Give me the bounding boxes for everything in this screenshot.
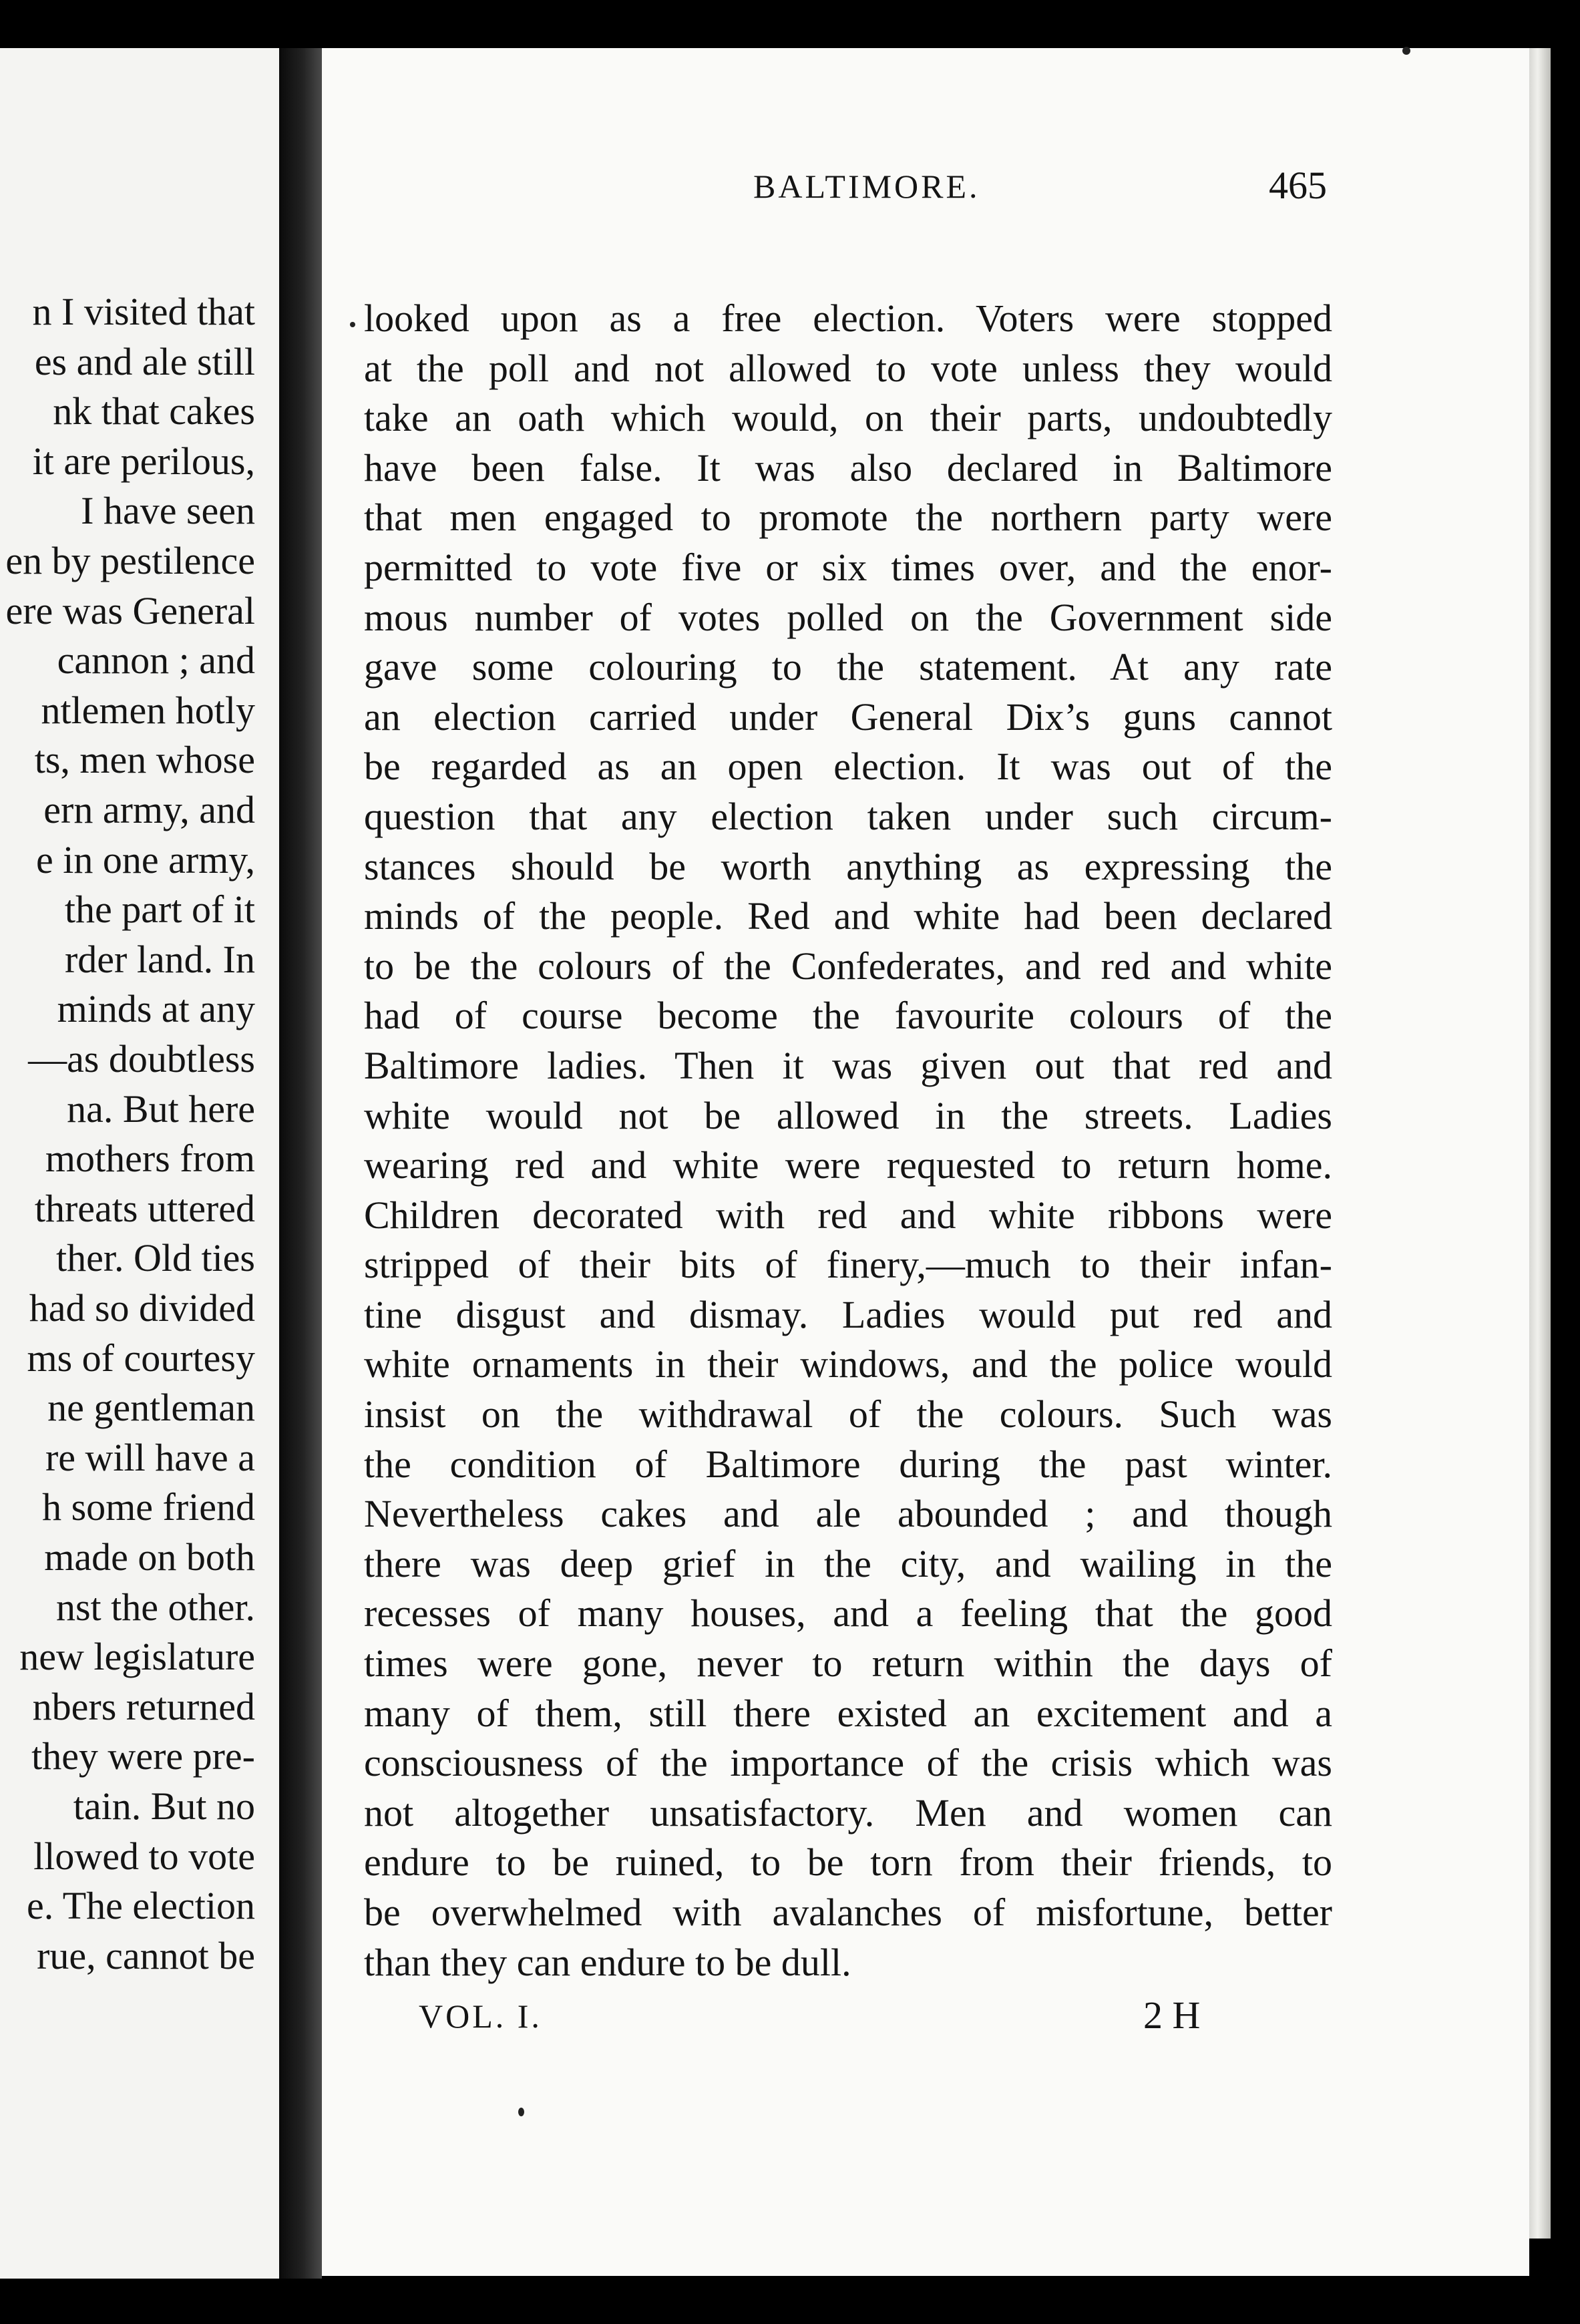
- text-line: take an oath which would, on their parts, undoubtedly: [364, 396, 1332, 440]
- left-text-line: ms of courtesy: [27, 1336, 255, 1380]
- text-line: have been false. It was also declared in Baltimore: [364, 445, 1332, 490]
- text-line: looked upon as a free election. Voters were stopped: [364, 297, 1332, 340]
- left-text-line: had so divided: [29, 1286, 255, 1330]
- left-text-line: e. The election: [27, 1884, 255, 1928]
- text-line: Children decorated with red and white ribbons were: [364, 1193, 1332, 1237]
- text-line: minds of the people. Red and white had been declared: [364, 894, 1332, 938]
- left-text-line: ther. Old ties: [55, 1236, 255, 1280]
- running-head: BALTIMORE.: [753, 168, 980, 205]
- left-text-line: h some friend: [42, 1485, 255, 1529]
- left-text-line: en by pestilence: [5, 539, 255, 582]
- left-text-line: nst the other.: [55, 1585, 255, 1629]
- text-line: Baltimore ladies. Then it was given out that red and: [364, 1043, 1332, 1087]
- left-text-line: —as doubtless: [28, 1037, 255, 1081]
- text-line: tine disgust and dismay. Ladies would put red and: [364, 1292, 1332, 1336]
- text-line: there was deep grief in the city, and wailing in the: [364, 1541, 1332, 1585]
- left-text-line: they were pre-: [31, 1734, 255, 1778]
- left-text-line: n I visited that: [32, 290, 255, 333]
- left-text-line: es and ale still: [34, 339, 255, 383]
- text-line: white would not be allowed in the streets. Ladies: [364, 1093, 1332, 1137]
- left-text-line: nbers returned: [32, 1684, 255, 1728]
- left-text-line: rder land. In: [64, 937, 255, 981]
- left-text-line: llowed to vote: [33, 1834, 255, 1878]
- text-line: insist on the withdrawal of the colours. Such was: [364, 1392, 1332, 1436]
- left-text-line: new legislature: [19, 1635, 255, 1679]
- text-line: stances should be worth anything as expressing the: [364, 844, 1332, 888]
- left-text-line: re will have a: [45, 1435, 255, 1479]
- text-line: permitted to vote five or six times over, and the enor-: [364, 545, 1332, 589]
- text-line: many of them, still there existed an excitement and a: [364, 1691, 1332, 1735]
- text-line: Nevertheless cakes and ale abounded ; and though: [364, 1492, 1332, 1536]
- left-text-line: made on both: [44, 1535, 255, 1579]
- body-text: [364, 294, 1332, 1987]
- page-number: 465: [1269, 164, 1327, 207]
- left-text-line: ere was General: [5, 588, 255, 632]
- left-text-line: it are perilous,: [32, 439, 255, 483]
- left-text-line: mothers from: [45, 1137, 255, 1181]
- text-line: be regarded as an open election. It was out of the: [364, 745, 1332, 789]
- left-text-line: nk that cakes: [53, 389, 255, 433]
- text-line: to be the colours of the Confederates, and red and white: [364, 944, 1332, 988]
- text-line: consciousness of the importance of the crisis which was: [364, 1741, 1332, 1785]
- text-line: the condition of Baltimore during the past winter.: [364, 1442, 1332, 1486]
- volume-label: VOL. I.: [419, 1997, 542, 2035]
- left-text-line: e in one army,: [35, 837, 255, 882]
- left-facing-page: [0, 48, 279, 2279]
- page-edge: [1529, 48, 1551, 2239]
- text-line: gave some colouring to the statement. At any rate: [364, 645, 1332, 689]
- left-text-line: the part of it: [64, 888, 255, 932]
- left-text-line: cannon ; and: [57, 638, 255, 683]
- text-line: endure to be ruined, to be torn from their friends, to: [364, 1841, 1332, 1885]
- left-text-line: ne gentleman: [47, 1386, 255, 1430]
- text-line: than they can endure to be dull.: [364, 1940, 851, 1984]
- left-text-line: rue, cannot be: [37, 1933, 255, 1977]
- text-line: question that any election taken under such circum-: [364, 794, 1332, 838]
- left-text-line: ntlemen hotly: [41, 688, 255, 732]
- text-line: mous number of votes polled on the Government side: [364, 595, 1332, 639]
- text-line: not altogether unsatisfactory. Men and women can: [364, 1790, 1332, 1834]
- text-line: times were gone, never to return within the days of: [364, 1641, 1332, 1686]
- left-text-line: minds at any: [57, 987, 255, 1031]
- text-line: at the poll and not allowed to vote unless they would: [364, 346, 1332, 390]
- signature-mark: 2 H: [1143, 1993, 1201, 2037]
- left-text-line: I have seen: [81, 489, 255, 533]
- left-text-line: na. But here: [67, 1087, 255, 1131]
- ink-speck: [518, 2108, 524, 2116]
- ink-speck: [1402, 47, 1410, 55]
- text-line: wearing red and white were requested to return home.: [364, 1143, 1332, 1187]
- text-line: be overwhelmed with avalanches of misfortune, better: [364, 1891, 1332, 1934]
- text-line: that men engaged to promote the northern party were: [364, 496, 1332, 540]
- binding-gutter: [279, 48, 322, 2279]
- text-line: recesses of many houses, and a feeling that the good: [364, 1591, 1332, 1635]
- left-text-line: ern army, and: [43, 788, 255, 831]
- ink-speck: [350, 322, 355, 327]
- left-text-line: tain. But no: [73, 1784, 255, 1828]
- text-line: stripped of their bits of finery,—much to their infan-: [364, 1243, 1332, 1287]
- text-line: white ornaments in their windows, and the police would: [364, 1342, 1332, 1386]
- left-text-line: threats uttered: [34, 1186, 255, 1230]
- text-line: an election carried under General Dix’s guns cannot: [364, 695, 1332, 739]
- text-line: had of course become the favourite colours of the: [364, 994, 1332, 1038]
- left-text-line: ts, men whose: [34, 738, 255, 782]
